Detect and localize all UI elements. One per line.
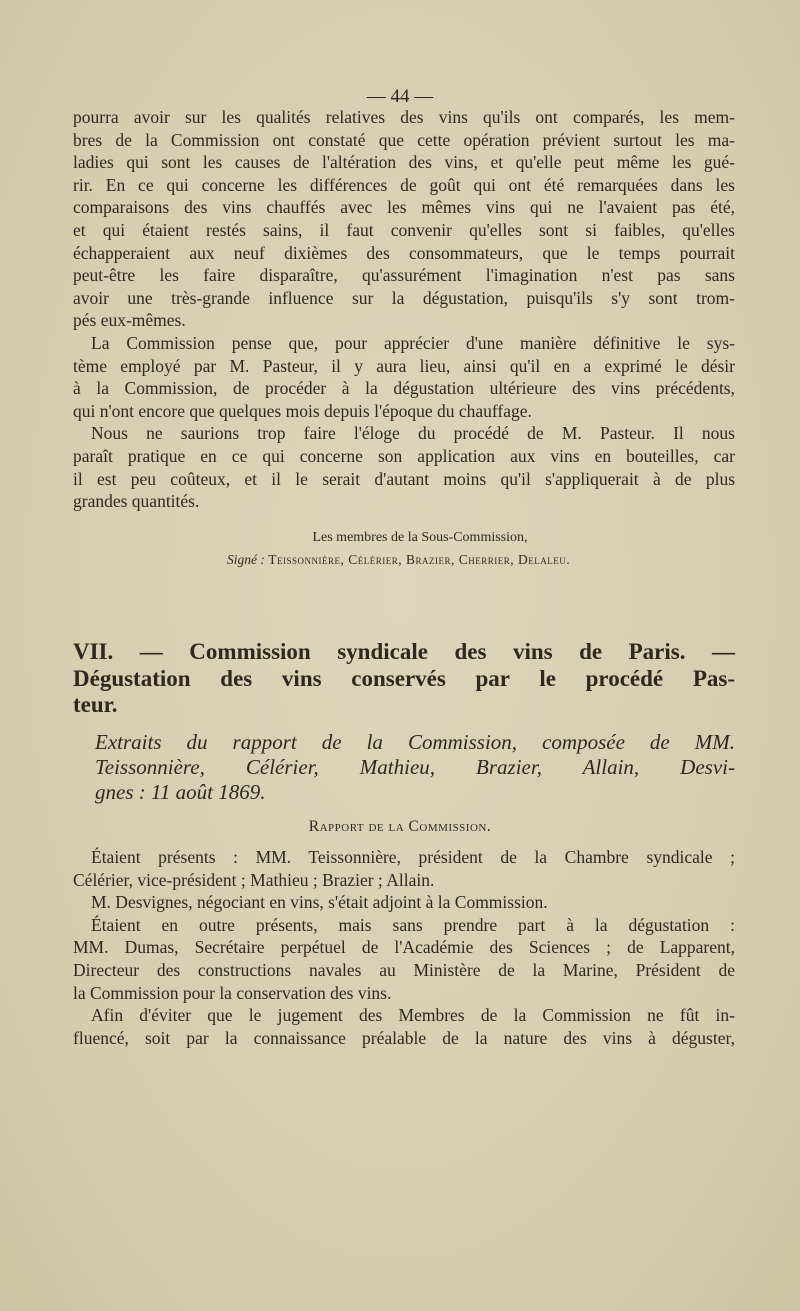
text-line: bres de la Commission ont constaté que cette opération prévient surtout les ma- <box>73 129 735 150</box>
text-line: peut-être les faire disparaître, qu'assurément l'imagination n'est pas sans <box>73 265 735 286</box>
report-body <box>73 846 735 1049</box>
signed-label: Signé : <box>227 552 265 567</box>
text-line: qui n'ont encore que quelques mois depuis l'époque du chauffage. <box>73 400 532 421</box>
text-line: La Commission pense que, pour apprécier d'une manière définitive le sys- <box>91 332 735 353</box>
text-line: paraît pratique en ce qui concerne son application aux vins en bouteilles, car <box>73 445 735 466</box>
extract-subtitle <box>95 730 735 805</box>
text-line: et qui étaient restés sains, il faut convenir qu'elles sont si faibles, qu'elles <box>73 219 735 240</box>
text-line: à la Commission, de procéder à la dégustation ultérieure des vins précédents, <box>73 378 735 399</box>
text-line: MM. Dumas, Secrétaire perpétuel de l'Académie des Sciences ; de Lapparent, <box>73 937 735 958</box>
extract-line: Extraits du rapport de la Commission, composée de MM. <box>95 730 735 754</box>
text-line: tème employé par M. Pasteur, il y aura lieu, ainsi qu'il en a exprimé le désir <box>73 355 735 376</box>
heading-line: teur. <box>73 692 118 717</box>
extract-line: Teissonnière, Célérier, Mathieu, Brazier, Allain, Desvi- <box>95 755 735 779</box>
text-line: comparaisons des vins chauffés avec les mêmes vins qui ne l'avaient pas été, <box>73 197 735 218</box>
text-line: Célérier, vice-président ; Mathieu ; Brazier ; Allain. <box>73 869 435 890</box>
page-number: — 44 — <box>366 86 434 107</box>
text-line: M. Desvignes, négociant en vins, s'était adjoint à la Commission. <box>91 892 548 913</box>
text-line: Étaient présents : MM. Teissonnière, président de la Chambre syndicale ; <box>91 847 735 867</box>
text-line: ladies qui sont les causes de l'altération des vins, et qu'elle peut même les gué- <box>73 152 735 173</box>
text-line: fluencé, soit par la connaissance préalable de la nature des vins à déguster, <box>73 1027 735 1048</box>
signature-header: Les membres de la Sous-Commission, <box>312 530 528 545</box>
paragraph-1 <box>73 106 735 513</box>
text-line: pés eux-mêmes. <box>73 310 186 331</box>
signatories: Teissonnière, Célérier, Brazier, Cherrier, Delaleu. <box>268 552 571 567</box>
text-line: il est peu coûteux, et il le serait d'autant moins qu'il s'appliquerait à de plus <box>73 468 735 489</box>
report-title: Rapport de la Commission. <box>308 818 492 835</box>
text-line: échapperaient aux neuf dixièmes des consommateurs, que le temps pourrait <box>73 242 735 263</box>
text-line: Nous ne saurions trop faire l'éloge du procédé de M. Pasteur. Il nous <box>91 423 735 444</box>
heading-line: Dégustation des vins conservés par le procédé Pas- <box>73 665 735 691</box>
section-heading <box>73 639 735 719</box>
text-line: Étaient en outre présents, mais sans prendre part à la dégustation : <box>91 914 735 935</box>
extract-line: gnes : 11 août 1869. <box>95 780 266 804</box>
text-line: grandes quantités. <box>73 491 200 512</box>
signature-names <box>227 552 570 568</box>
heading-line: VII. — Commission syndicale des vins de Paris. — <box>73 639 735 664</box>
text-line: la Commission pour la conservation des vins. <box>73 982 392 1003</box>
text-line: Directeur des constructions navales au Ministère de la Marine, Président de <box>73 959 735 980</box>
text-line: pourra avoir sur les qualités relatives des vins qu'ils ont comparés, les mem- <box>73 107 735 127</box>
text-line: rir. En ce qui concerne les différences de goût qui ont été remarquées dans les <box>73 174 735 195</box>
text-line: Afin d'éviter que le jugement des Membres de la Commission ne fût in- <box>91 1005 735 1026</box>
text-line: avoir une très-grande influence sur la dégustation, puisqu'ils s'y sont trom- <box>73 287 735 308</box>
